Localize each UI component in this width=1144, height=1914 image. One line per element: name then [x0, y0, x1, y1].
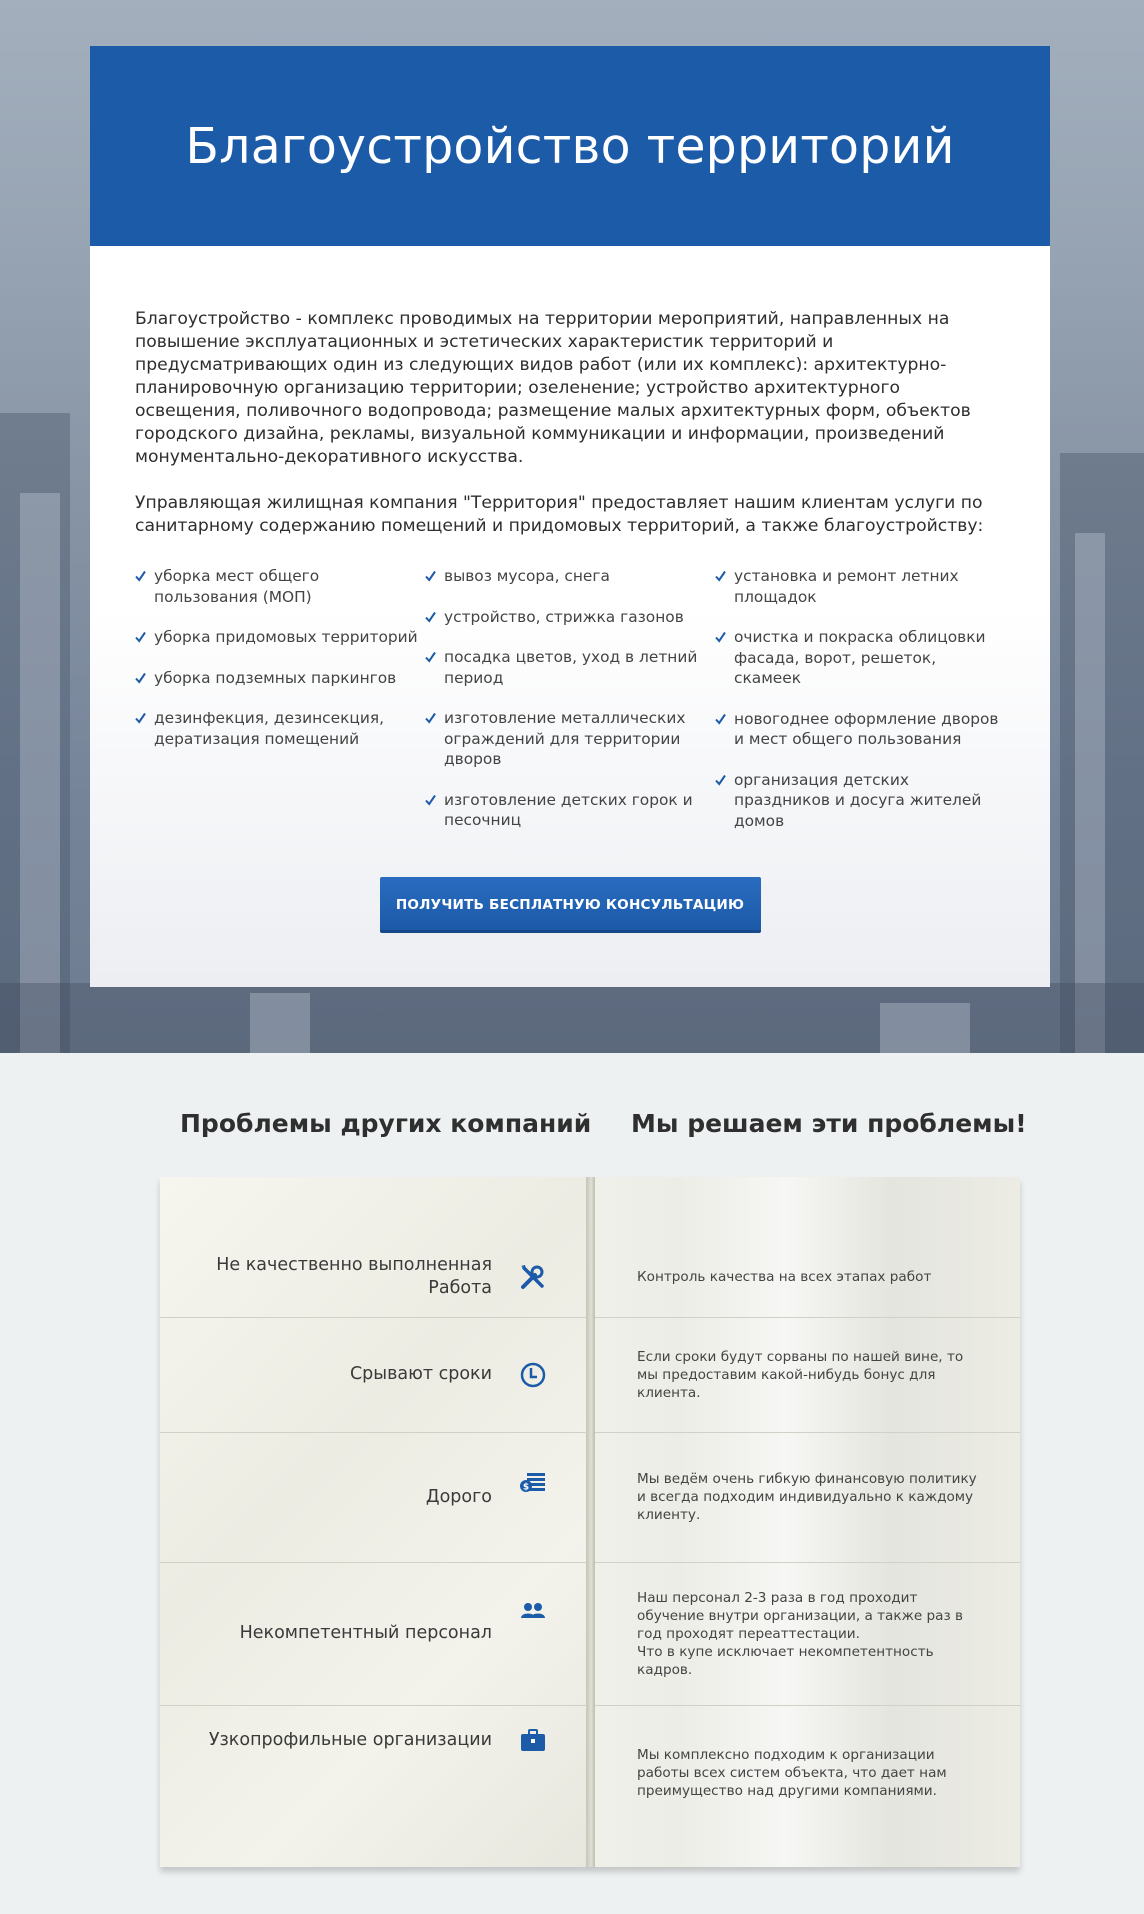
problem-text: Дорого	[425, 1486, 492, 1507]
service-item: новогоднее оформление дворов и мест общего пользования	[715, 709, 1005, 750]
intro-text	[135, 308, 1005, 538]
money-icon	[518, 1467, 548, 1497]
checkmark-icon	[715, 570, 726, 582]
intro-paragraph-1: Благоустройство - комплекс проводимых на территории мероприятий, направленных на повышение эксплуатационных и эстетических характеристик территорий и предусматривающих один из следующих видов работ (или их комплекс): архитектурно-планировочную организацию территории; озеленение; устройство архитектурного освещения, поливочного водопровода; размещение малых архитектурных форм, объектов городского дизайна, рекламы, визуальной коммуникации и информации, произведений монументально-декоративного искусства.	[135, 309, 971, 467]
page-title: Благоустройство территорий	[185, 117, 955, 175]
checkmark-icon	[425, 712, 436, 724]
problem-text: Узкопрофильные организации	[208, 1729, 492, 1750]
intro-paragraph-2: Управляющая жилищная компания "Территория" предоставляет нашим клиентам услуги по санитарному содержанию помещений и придомовых территорий, а также благоустройству:	[135, 493, 984, 536]
solutions-page	[595, 1177, 1020, 1867]
problem-row	[160, 1562, 587, 1705]
problem-row	[160, 1705, 587, 1775]
service-item: посадка цветов, уход в летний период	[425, 647, 715, 688]
service-item: установка и ремонт летних площадок	[715, 566, 1005, 607]
solution-row	[595, 1432, 1020, 1562]
free-consultation-button[interactable]: ПОЛУЧИТЬ БЕСПЛАТНУЮ КОНСУЛЬТАЦИЮ	[380, 877, 761, 933]
svg-text:$: $	[522, 1482, 530, 1493]
service-item: уборка подземных паркингов	[135, 668, 425, 689]
problems-heading: Проблемы других компаний	[180, 1109, 592, 1138]
solution-text: Мы комплексно подходим к организации работы всех систем объекта, что дает нам преимущество над другими компаниями.	[637, 1746, 947, 1799]
checkmark-icon	[715, 774, 726, 786]
services-column-2	[425, 566, 715, 851]
problem-text: Срывают сроки	[349, 1364, 492, 1384]
solution-text: Мы ведём очень гибкую финансовую политику и всегда подходим индивидуально к каждому клиенту.	[637, 1471, 977, 1523]
people-icon	[518, 1596, 548, 1626]
service-item: уборка придомовых территорий	[135, 627, 425, 648]
briefcase-icon	[518, 1725, 548, 1755]
problems-page	[160, 1177, 587, 1867]
service-item: уборка мест общего пользования (МОП)	[135, 566, 425, 607]
services-column-1	[135, 566, 425, 851]
solution-text: Контроль качества на всех этапах работ	[637, 1269, 932, 1285]
service-item: дезинфекция, дезинсекция, дератизация помещений	[135, 708, 425, 749]
book-spine	[587, 1177, 595, 1867]
problem-row	[160, 1432, 587, 1562]
services-list	[135, 566, 1005, 851]
solution-row	[595, 1705, 1020, 1840]
solution-text: Наш персонал 2-3 раза в год проходит обучение внутри организации, а также раз в год проходят переаттестации. Что в купе исключает некомпетентность кадров.	[637, 1589, 964, 1678]
checkmark-icon	[425, 651, 436, 663]
services-card	[90, 46, 1050, 987]
service-item: очистка и покраска облицовки фасада, ворот, решеток, скамеек	[715, 627, 1005, 689]
checkmark-icon	[715, 713, 726, 725]
services-column-3	[715, 566, 1005, 851]
service-item: изготовление детских горок и песочниц	[425, 790, 715, 831]
comparison-book	[160, 1177, 1020, 1867]
card-header	[90, 46, 1050, 246]
solution-row	[595, 1562, 1020, 1705]
checkmark-icon	[135, 570, 146, 582]
checkmark-icon	[135, 712, 146, 724]
checkmark-icon	[715, 631, 726, 643]
tools-icon	[518, 1262, 548, 1292]
solutions-heading: Мы решаем эти проблемы!	[631, 1109, 1027, 1138]
checkmark-icon	[135, 631, 146, 643]
service-item: изготовление металлических ограждений для территории дворов	[425, 708, 715, 770]
checkmark-icon	[425, 794, 436, 806]
problem-row	[160, 1237, 587, 1317]
checkmark-icon	[425, 611, 436, 623]
clock-icon	[518, 1360, 548, 1390]
checkmark-icon	[135, 672, 146, 684]
problem-text: Некомпетентный персонал	[239, 1623, 492, 1643]
service-item: устройство, стрижка газонов	[425, 607, 715, 628]
problem-row	[160, 1317, 587, 1432]
service-item: организация детских праздников и досуга жителей домов	[715, 770, 1005, 832]
checkmark-icon	[425, 570, 436, 582]
service-item: вывоз мусора, снега	[425, 566, 715, 587]
comparison-section	[0, 1053, 1144, 1914]
solution-row	[595, 1237, 1020, 1317]
solution-row	[595, 1317, 1020, 1432]
problem-text: Не качественно выполненная Работа	[216, 1255, 492, 1298]
card-body	[90, 246, 1050, 933]
solution-text: Если сроки будут сорваны по нашей вине, то мы предоставим какой-нибудь бонус для клиента.	[637, 1348, 964, 1401]
